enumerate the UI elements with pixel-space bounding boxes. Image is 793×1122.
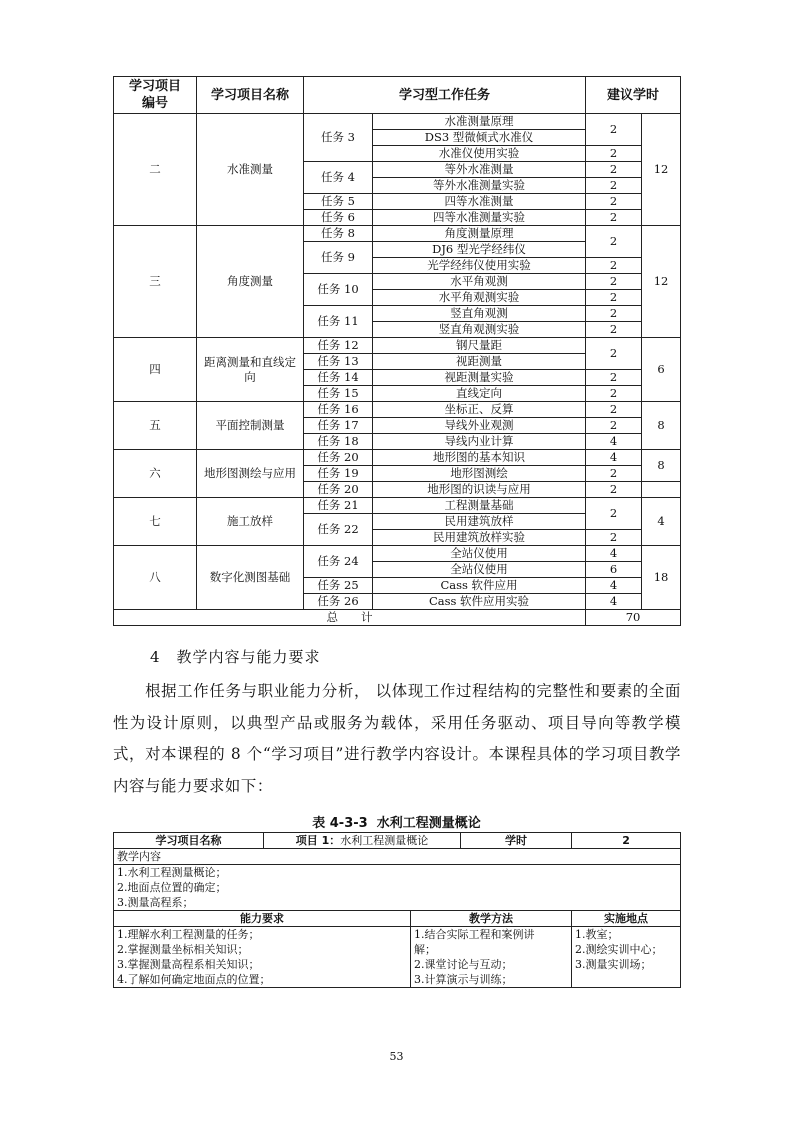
table-header-row (114, 77, 681, 114)
task-number: 任务 19 (304, 466, 373, 482)
table-row (114, 226, 681, 242)
subtask-hours: 2 (586, 194, 642, 210)
header-work-tasks: 学习型工作任务 (304, 77, 586, 114)
task-number: 任务 9 (304, 242, 373, 274)
subtask-hours: 4 (586, 434, 642, 450)
project-total-hours: 4 (642, 498, 681, 546)
project-title: 水利工程测量概论 (340, 834, 429, 847)
subtask-hours: 6 (586, 562, 642, 578)
content-item: 1.水利工程测量概论； (117, 866, 227, 879)
task-number: 任务 11 (304, 306, 373, 338)
task-number: 任务 21 (304, 498, 373, 514)
total-value: 70 (586, 610, 681, 626)
subtask-name: 地形图测绘 (373, 466, 586, 482)
subtask-name: 民用建筑放样 (373, 514, 586, 530)
task-number: 任务 8 (304, 226, 373, 242)
teaching-content-items (114, 865, 681, 911)
project-name: 角度测量 (197, 226, 304, 338)
task-number: 任务 20 (304, 482, 373, 498)
subtask-name: 地形图的基本知识 (373, 450, 586, 466)
subtask-name: 视距测量 (373, 354, 586, 370)
subtask-hours: 2 (586, 530, 642, 546)
subtask-name: 导线内业计算 (373, 434, 586, 450)
project-name: 距离测量和直线定向 (197, 338, 304, 402)
subtask-name: 钢尺量距 (373, 338, 586, 354)
teaching-content-label: 教学内容 (114, 849, 681, 865)
table-row (114, 338, 681, 354)
content-item: 2.地面点位置的确定； (117, 881, 227, 894)
subtask-name: 坐标正、反算 (373, 402, 586, 418)
subtask-name: 光学经纬仪使用实验 (373, 258, 586, 274)
project-name: 地形图测绘与应用 (197, 450, 304, 498)
table-row (114, 402, 681, 418)
task-number: 任务 17 (304, 418, 373, 434)
empty-cell (642, 482, 681, 498)
method-item: 3.计算演示与训练； (414, 973, 513, 986)
content-items-row (114, 865, 681, 911)
subtask-hours: 2 (586, 338, 642, 370)
header-project-id: 学习项目 编号 (114, 77, 197, 114)
task-number: 任务 26 (304, 594, 373, 610)
project-detail-table (113, 832, 681, 988)
subtask-name: 四等水准测量实验 (373, 210, 586, 226)
task-number: 任务 5 (304, 194, 373, 210)
content-item: 3.测量高程系； (117, 896, 194, 909)
location-list (572, 927, 681, 988)
page-number: 53 (389, 1050, 404, 1063)
ability-item: 4.了解如何确定地面点的位置； (117, 973, 271, 986)
project-name-label: 学习项目名称 (114, 833, 264, 849)
table-row (114, 450, 681, 466)
method-item: 2.课堂讨论与互动； (414, 958, 513, 971)
subtask-name: 水准仪使用实验 (373, 146, 586, 162)
location-item: 2.测绘实训中心； (575, 943, 663, 956)
subtask-hours: 2 (586, 226, 642, 258)
subtask-hours: 2 (586, 162, 642, 178)
subtask-hours: 2 (586, 258, 642, 274)
task-number: 任务 13 (304, 354, 373, 370)
task-number: 任务 14 (304, 370, 373, 386)
task-number: 任务 24 (304, 546, 373, 578)
subtask-hours: 2 (586, 498, 642, 530)
section-heading: 4 教学内容与能力要求 (150, 648, 321, 666)
project-id: 七 (114, 498, 197, 546)
method-item: 1.结合实际工程和案例讲 (414, 928, 535, 941)
subtask-name: 水平角观测 (373, 274, 586, 290)
ability-item: 1.理解水利工程测量的任务； (117, 928, 260, 941)
subtask-hours: 2 (586, 466, 642, 482)
project-name: 数字化测图基础 (197, 546, 304, 610)
subtask-hours: 2 (586, 178, 642, 194)
subtask-name: 等外水准测量 (373, 162, 586, 178)
teaching-method-label: 教学方法 (411, 911, 572, 927)
ability-item: 2.掌握测量坐标相关知识； (117, 943, 249, 956)
subtask-name: 角度测量原理 (373, 226, 586, 242)
project-total-hours: 8 (642, 450, 681, 482)
hours-value: 2 (572, 833, 681, 849)
subtask-hours: 2 (586, 274, 642, 290)
total-label: 总 计 (114, 610, 586, 626)
header-project-name: 学习项目名称 (197, 77, 304, 114)
header-suggested-hours: 建议学时 (586, 77, 681, 114)
project-name: 施工放样 (197, 498, 304, 546)
subtask-name: 民用建筑放样实验 (373, 530, 586, 546)
task-number: 任务 20 (304, 450, 373, 466)
subtask-hours: 2 (586, 306, 642, 322)
subtask-name: 全站仪使用 (373, 546, 586, 562)
ability-requirements-list (114, 927, 411, 988)
project-prefix: 项目 1： (295, 834, 341, 847)
subtask-hours: 4 (586, 594, 642, 610)
subtask-name: 四等水准测量 (373, 194, 586, 210)
location-label: 实施地点 (572, 911, 681, 927)
location-item: 1.教室； (575, 928, 619, 941)
subtask-name: 竖直角观测 (373, 306, 586, 322)
subtask-hours: 2 (586, 402, 642, 418)
task-number: 任务 12 (304, 338, 373, 354)
task-number: 任务 22 (304, 514, 373, 546)
subtask-hours: 4 (586, 450, 642, 466)
task-number: 任务 25 (304, 578, 373, 594)
project-name-value (264, 833, 461, 849)
task-number: 任务 4 (304, 162, 373, 194)
subtask-hours: 2 (586, 290, 642, 306)
requirements-row (114, 927, 681, 988)
project-info-row (114, 833, 681, 849)
subtask-name: Cass 软件应用 (373, 578, 586, 594)
project-total-hours: 8 (642, 402, 681, 450)
project-id: 八 (114, 546, 197, 610)
subtask-name: Cass 软件应用实验 (373, 594, 586, 610)
subtask-name: 竖直角观测实验 (373, 322, 586, 338)
paragraph-text: 根据工作任务与职业能力分析， 以体现工作过程结构的完整性和要素的全面性为设计原则，以典型产品或服务为载体，采用任务驱动、项目导向等教学模式，对本课程的 8 个“学习项目”进行教学内容设计。本课程具体的学习项目教学内容与能力要求如下： (113, 682, 681, 795)
method-item: 解； (414, 943, 436, 956)
subtask-hours: 4 (586, 578, 642, 594)
requirements-header-row (114, 911, 681, 927)
task-number: 任务 6 (304, 210, 373, 226)
subtask-hours: 2 (586, 370, 642, 386)
project-name: 水准测量 (197, 114, 304, 226)
teaching-method-list (411, 927, 572, 988)
subtask-name: 全站仪使用 (373, 562, 586, 578)
table-row (114, 546, 681, 562)
project-id: 六 (114, 450, 197, 498)
total-row (114, 610, 681, 626)
body-paragraph (113, 676, 681, 802)
subtask-hours: 2 (586, 146, 642, 162)
subtask-name: 工程测量基础 (373, 498, 586, 514)
table-caption: 表 4-3-3 水利工程测量概论 (312, 816, 481, 831)
subtask-name: DS3 型微倾式水准仪 (373, 130, 586, 146)
subtask-hours: 2 (586, 114, 642, 146)
project-id: 五 (114, 402, 197, 450)
project-id: 三 (114, 226, 197, 338)
table-row (114, 114, 681, 130)
subtask-hours: 2 (586, 482, 642, 498)
subtask-name: 水平角观测实验 (373, 290, 586, 306)
task-number: 任务 15 (304, 386, 373, 402)
table-row (114, 498, 681, 514)
task-number: 任务 16 (304, 402, 373, 418)
subtask-name: 视距测量实验 (373, 370, 586, 386)
project-total-hours: 12 (642, 114, 681, 226)
project-id: 二 (114, 114, 197, 226)
subtask-name: 地形图的识读与应用 (373, 482, 586, 498)
subtask-name: DJ6 型光学经纬仪 (373, 242, 586, 258)
task-number: 任务 3 (304, 114, 373, 162)
task-number: 任务 18 (304, 434, 373, 450)
project-name: 平面控制测量 (197, 402, 304, 450)
subtask-hours: 2 (586, 210, 642, 226)
project-id: 四 (114, 338, 197, 402)
subtask-hours: 4 (586, 546, 642, 562)
subtask-name: 等外水准测量实验 (373, 178, 586, 194)
ability-item: 3.掌握测量高程系相关知识； (117, 958, 260, 971)
location-item: 3.测量实训场； (575, 958, 652, 971)
project-total-hours: 18 (642, 546, 681, 610)
task-number: 任务 10 (304, 274, 373, 306)
subtask-name: 导线外业观测 (373, 418, 586, 434)
ability-requirements-label: 能力要求 (114, 911, 411, 927)
project-total-hours: 12 (642, 226, 681, 338)
content-label-row (114, 849, 681, 865)
subtask-hours: 2 (586, 386, 642, 402)
subtask-name: 直线定向 (373, 386, 586, 402)
project-total-hours: 6 (642, 338, 681, 402)
learning-projects-table (113, 76, 681, 626)
hours-label: 学时 (461, 833, 572, 849)
subtask-name: 水准测量原理 (373, 114, 586, 130)
subtask-hours: 2 (586, 418, 642, 434)
subtask-hours: 2 (586, 322, 642, 338)
